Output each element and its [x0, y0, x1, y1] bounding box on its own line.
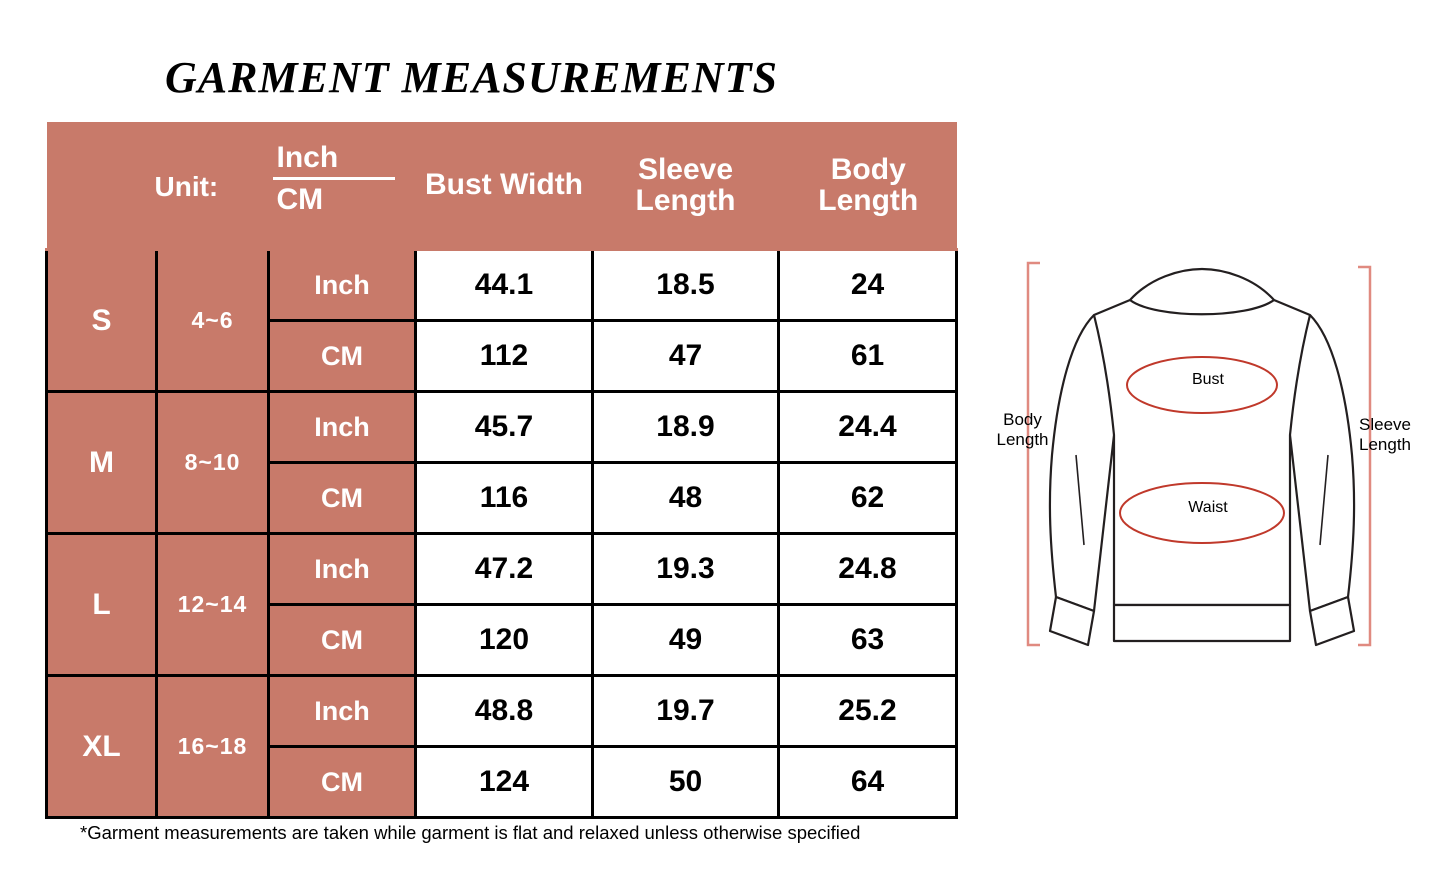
size-label-s: S: [47, 250, 157, 392]
cell-xl-inch-sleeve: 19.7: [593, 676, 779, 747]
cell-xl-inch-bust: 48.8: [416, 676, 593, 747]
cell-s-cm-body: 61: [779, 321, 957, 392]
unit-label: Unit:: [154, 171, 219, 202]
footnote: *Garment measurements are taken while garment is flat and relaxed unless otherwise specified: [80, 822, 861, 843]
table-row: [47, 250, 957, 321]
row-unit-cm: CM: [269, 463, 416, 534]
table-row: [47, 534, 957, 605]
cell-s-inch-bust: 44.1: [416, 250, 593, 321]
sweatshirt-outline: [1050, 269, 1354, 645]
garment-measurements-table: [45, 122, 958, 819]
table-row: [47, 676, 957, 747]
table-header-row: [47, 122, 957, 250]
cell-m-inch-bust: 45.7: [416, 392, 593, 463]
column-header-bust-width: Bust Width: [416, 122, 593, 250]
body-length-label: [980, 410, 1065, 449]
unit-cm-label: CM: [276, 182, 324, 216]
row-unit-inch: Inch: [269, 392, 416, 463]
sleeve-length-label: [1340, 415, 1430, 454]
cell-l-cm-body: 63: [779, 605, 957, 676]
cell-xl-inch-body: 25.2: [779, 676, 957, 747]
cell-s-cm-bust: 112: [416, 321, 593, 392]
sweatshirt-diagram-icon: [980, 245, 1430, 675]
unit-fraction: [269, 142, 399, 215]
age-range-l: 12~14: [157, 534, 269, 676]
sleeve-length-label-line1: Sleeve: [1359, 415, 1411, 434]
bust-label: Bust: [1191, 371, 1224, 388]
cell-l-cm-sleeve: 49: [593, 605, 779, 676]
row-unit-inch: Inch: [269, 534, 416, 605]
body-length-label-line1: Body: [1003, 410, 1042, 429]
unit-header-cell: [47, 122, 416, 250]
cell-m-cm-bust: 116: [416, 463, 593, 534]
sleeve-length-bracket: [1358, 267, 1370, 645]
body-length-bracket: [1028, 263, 1040, 645]
body-length-label-line2: Length: [996, 429, 1049, 449]
cell-l-inch-body: 24.8: [779, 534, 957, 605]
row-unit-inch: Inch: [269, 676, 416, 747]
column-header-body-length: Body Length: [779, 122, 957, 250]
cell-m-cm-sleeve: 48: [593, 463, 779, 534]
cell-s-inch-sleeve: 18.5: [593, 250, 779, 321]
cell-m-cm-body: 62: [779, 463, 957, 534]
age-range-xl: 16~18: [157, 676, 269, 818]
row-unit-cm: CM: [269, 747, 416, 818]
cell-xl-cm-bust: 124: [416, 747, 593, 818]
cell-m-inch-sleeve: 18.9: [593, 392, 779, 463]
unit-inch-label: Inch: [273, 142, 395, 180]
size-label-xl: XL: [47, 676, 157, 818]
cell-s-inch-body: 24: [779, 250, 957, 321]
row-unit-inch: Inch: [269, 250, 416, 321]
cell-xl-cm-body: 64: [779, 747, 957, 818]
cell-xl-cm-sleeve: 50: [593, 747, 779, 818]
cell-s-cm-sleeve: 47: [593, 321, 779, 392]
size-label-l: L: [47, 534, 157, 676]
page-title: GARMENT MEASUREMENTS: [165, 53, 778, 102]
row-unit-cm: CM: [269, 321, 416, 392]
row-unit-cm: CM: [269, 605, 416, 676]
cell-m-inch-body: 24.4: [779, 392, 957, 463]
age-range-m: 8~10: [157, 392, 269, 534]
cell-l-inch-bust: 47.2: [416, 534, 593, 605]
age-range-s: 4~6: [157, 250, 269, 392]
cell-l-inch-sleeve: 19.3: [593, 534, 779, 605]
size-label-m: M: [47, 392, 157, 534]
sleeve-length-label-line2: Length: [1359, 434, 1411, 454]
column-header-sleeve-length: Sleeve Length: [593, 122, 779, 250]
cell-l-cm-bust: 120: [416, 605, 593, 676]
garment-illustration: [980, 245, 1430, 675]
table-row: [47, 392, 957, 463]
waist-label: Waist: [1188, 499, 1228, 516]
